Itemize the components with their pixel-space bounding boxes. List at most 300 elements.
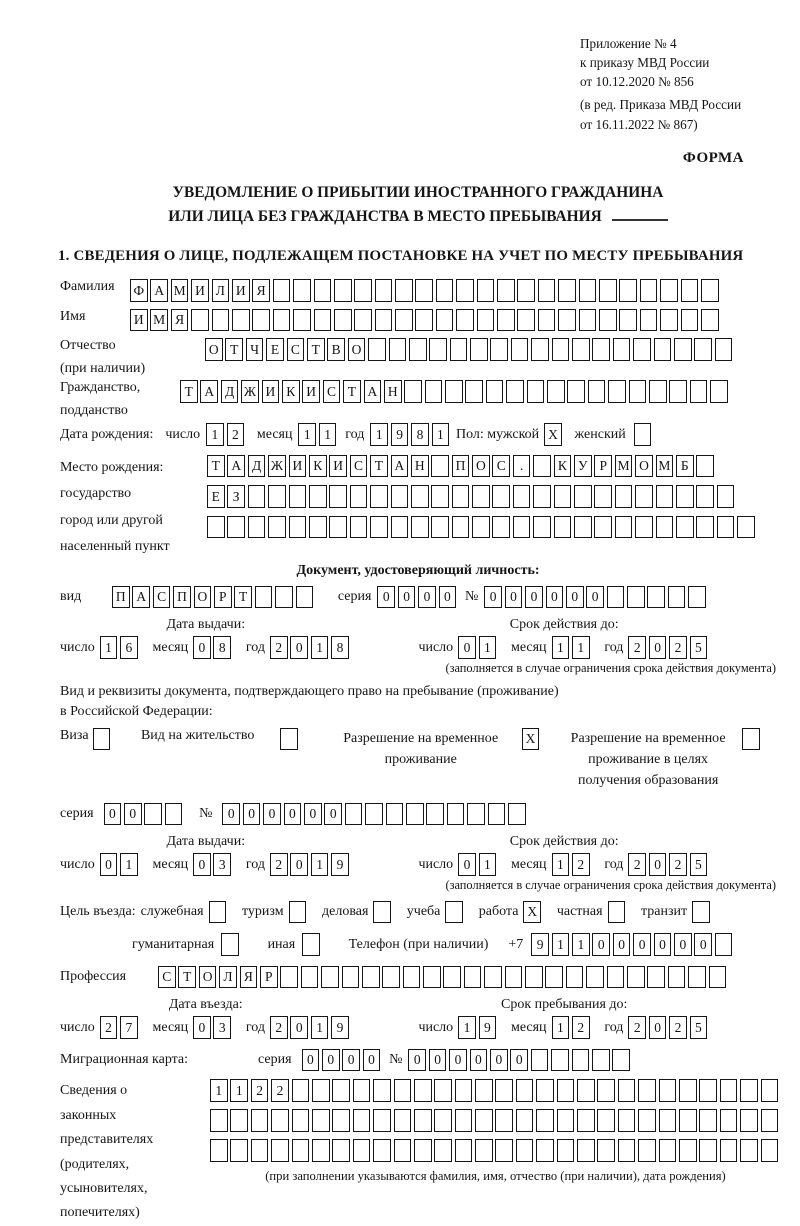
char-cell[interactable]: 0: [694, 933, 712, 956]
char-cell[interactable]: [635, 516, 653, 539]
char-cell[interactable]: [699, 1139, 717, 1162]
char-cell[interactable]: [354, 279, 372, 302]
char-cell[interactable]: 0: [302, 1049, 320, 1072]
char-cell[interactable]: [312, 1139, 330, 1162]
char-cell[interactable]: [699, 1109, 717, 1132]
char-cell[interactable]: [492, 516, 510, 539]
char-cell[interactable]: 0: [505, 586, 523, 609]
char-cell[interactable]: 2: [251, 1079, 269, 1102]
char-cell[interactable]: 2: [669, 636, 687, 659]
char-cell[interactable]: А: [364, 380, 382, 403]
char-cell[interactable]: [443, 966, 461, 989]
char-cell[interactable]: [465, 380, 483, 403]
char-cell[interactable]: [533, 455, 551, 478]
char-cell[interactable]: [271, 1139, 289, 1162]
char-cell[interactable]: Р: [594, 455, 612, 478]
char-cell[interactable]: [669, 380, 687, 403]
char-cell[interactable]: [406, 803, 424, 826]
char-cell[interactable]: [436, 279, 454, 302]
char-cell[interactable]: [414, 1109, 432, 1132]
char-cell[interactable]: Т: [180, 380, 198, 403]
char-cell[interactable]: И: [232, 279, 250, 302]
char-cell[interactable]: [633, 338, 651, 361]
char-cell[interactable]: Я: [240, 966, 258, 989]
char-cell[interactable]: [368, 338, 386, 361]
char-cell[interactable]: [679, 1109, 697, 1132]
char-cell[interactable]: [280, 728, 298, 751]
char-cell[interactable]: [426, 803, 444, 826]
char-cell[interactable]: С: [158, 966, 176, 989]
char-cell[interactable]: [607, 586, 625, 609]
char-cell[interactable]: 0: [510, 1049, 528, 1072]
char-cell[interactable]: [558, 309, 576, 332]
char-cell[interactable]: [434, 1109, 452, 1132]
char-cell[interactable]: [701, 279, 719, 302]
char-cell[interactable]: [527, 380, 545, 403]
char-cell[interactable]: М: [171, 279, 189, 302]
char-cell[interactable]: [470, 338, 488, 361]
char-cell[interactable]: [742, 728, 760, 751]
char-cell[interactable]: [492, 485, 510, 508]
char-cell[interactable]: [554, 516, 572, 539]
char-cell[interactable]: [464, 966, 482, 989]
char-cell[interactable]: 6: [120, 636, 138, 659]
char-cell[interactable]: А: [391, 455, 409, 478]
char-cell[interactable]: [740, 1109, 758, 1132]
char-cell[interactable]: 1: [479, 636, 497, 659]
char-cell[interactable]: [761, 1139, 779, 1162]
char-cell[interactable]: [574, 516, 592, 539]
char-cell[interactable]: К: [282, 380, 300, 403]
char-cell[interactable]: [302, 933, 320, 956]
char-cell[interactable]: 2: [270, 853, 288, 876]
char-cell[interactable]: 1: [319, 423, 337, 446]
char-cell[interactable]: [629, 380, 647, 403]
char-cell[interactable]: С: [350, 455, 368, 478]
char-cell[interactable]: [389, 338, 407, 361]
char-cell[interactable]: О: [194, 586, 212, 609]
char-cell[interactable]: 0: [193, 853, 211, 876]
char-cell[interactable]: [293, 279, 311, 302]
char-cell[interactable]: 1: [230, 1079, 248, 1102]
char-cell[interactable]: Д: [248, 455, 266, 478]
char-cell[interactable]: Е: [207, 485, 225, 508]
char-cell[interactable]: [497, 279, 515, 302]
char-cell[interactable]: [251, 1109, 269, 1132]
char-cell[interactable]: Р: [214, 586, 232, 609]
char-cell[interactable]: К: [309, 455, 327, 478]
char-cell[interactable]: .: [513, 455, 531, 478]
char-cell[interactable]: [558, 279, 576, 302]
char-cell[interactable]: [740, 1139, 758, 1162]
char-cell[interactable]: 2: [271, 1079, 289, 1102]
char-cell[interactable]: 0: [398, 586, 416, 609]
char-cell[interactable]: 1: [552, 636, 570, 659]
char-cell[interactable]: [414, 1079, 432, 1102]
char-cell[interactable]: [230, 1139, 248, 1162]
char-cell[interactable]: Н: [411, 455, 429, 478]
char-cell[interactable]: [268, 485, 286, 508]
char-cell[interactable]: [434, 1139, 452, 1162]
char-cell[interactable]: [640, 279, 658, 302]
char-cell[interactable]: 0: [439, 586, 457, 609]
char-cell[interactable]: 0: [458, 853, 476, 876]
char-cell[interactable]: [511, 338, 529, 361]
char-cell[interactable]: [292, 1109, 310, 1132]
char-cell[interactable]: 1: [311, 1016, 329, 1039]
char-cell[interactable]: [386, 803, 404, 826]
char-cell[interactable]: [676, 516, 694, 539]
char-cell[interactable]: [715, 338, 733, 361]
char-cell[interactable]: [230, 1109, 248, 1132]
char-cell[interactable]: [248, 485, 266, 508]
char-cell[interactable]: [513, 516, 531, 539]
char-cell[interactable]: И: [130, 309, 148, 332]
char-cell[interactable]: [619, 279, 637, 302]
char-cell[interactable]: [221, 933, 239, 956]
char-cell[interactable]: [659, 1109, 677, 1132]
char-cell[interactable]: Л: [212, 279, 230, 302]
char-cell[interactable]: [608, 901, 626, 924]
char-cell[interactable]: [490, 338, 508, 361]
char-cell[interactable]: [375, 279, 393, 302]
char-cell[interactable]: [345, 803, 363, 826]
char-cell[interactable]: 0: [525, 586, 543, 609]
char-cell[interactable]: 1: [552, 1016, 570, 1039]
char-cell[interactable]: [475, 1139, 493, 1162]
char-cell[interactable]: [634, 423, 652, 446]
char-cell[interactable]: [656, 485, 674, 508]
char-cell[interactable]: [309, 485, 327, 508]
char-cell[interactable]: [505, 966, 523, 989]
char-cell[interactable]: 0: [649, 636, 667, 659]
char-cell[interactable]: Я: [252, 279, 270, 302]
char-cell[interactable]: [638, 1079, 656, 1102]
char-cell[interactable]: [533, 485, 551, 508]
char-cell[interactable]: [455, 1079, 473, 1102]
char-cell[interactable]: [431, 516, 449, 539]
char-cell[interactable]: [280, 966, 298, 989]
char-cell[interactable]: [353, 1079, 371, 1102]
char-cell[interactable]: [296, 586, 314, 609]
char-cell[interactable]: [688, 586, 706, 609]
char-cell[interactable]: П: [173, 586, 191, 609]
char-cell[interactable]: 0: [193, 1016, 211, 1039]
char-cell[interactable]: [531, 1049, 549, 1072]
char-cell[interactable]: А: [132, 586, 150, 609]
char-cell[interactable]: [618, 1079, 636, 1102]
char-cell[interactable]: 9: [479, 1016, 497, 1039]
char-cell[interactable]: 2: [669, 853, 687, 876]
char-cell[interactable]: [394, 1139, 412, 1162]
char-cell[interactable]: [694, 338, 712, 361]
char-cell[interactable]: [761, 1109, 779, 1132]
char-cell[interactable]: [536, 1109, 554, 1132]
char-cell[interactable]: [516, 1079, 534, 1102]
char-cell[interactable]: [516, 1139, 534, 1162]
char-cell[interactable]: 0: [546, 586, 564, 609]
char-cell[interactable]: 0: [104, 803, 122, 826]
char-cell[interactable]: З: [227, 485, 245, 508]
char-cell[interactable]: А: [150, 279, 168, 302]
char-cell[interactable]: [566, 966, 584, 989]
char-cell[interactable]: 0: [418, 586, 436, 609]
char-cell[interactable]: [395, 309, 413, 332]
char-cell[interactable]: [334, 309, 352, 332]
char-cell[interactable]: [495, 1139, 513, 1162]
char-cell[interactable]: [431, 455, 449, 478]
char-cell[interactable]: [618, 1109, 636, 1132]
char-cell[interactable]: [640, 309, 658, 332]
char-cell[interactable]: С: [153, 586, 171, 609]
char-cell[interactable]: [538, 279, 556, 302]
char-cell[interactable]: Ж: [241, 380, 259, 403]
char-cell[interactable]: [289, 516, 307, 539]
char-cell[interactable]: [567, 380, 585, 403]
char-cell[interactable]: [191, 309, 209, 332]
char-cell[interactable]: 0: [263, 803, 281, 826]
char-cell[interactable]: 0: [342, 1049, 360, 1072]
char-cell[interactable]: [577, 1139, 595, 1162]
char-cell[interactable]: [429, 338, 447, 361]
char-cell[interactable]: 5: [690, 636, 708, 659]
char-cell[interactable]: А: [227, 455, 245, 478]
char-cell[interactable]: 0: [429, 1049, 447, 1072]
char-cell[interactable]: [517, 279, 535, 302]
char-cell[interactable]: [676, 485, 694, 508]
char-cell[interactable]: [592, 1049, 610, 1072]
char-cell[interactable]: 0: [100, 853, 118, 876]
char-cell[interactable]: 2: [270, 636, 288, 659]
char-cell[interactable]: Т: [307, 338, 325, 361]
char-cell[interactable]: 1: [298, 423, 316, 446]
char-cell[interactable]: [275, 586, 293, 609]
char-cell[interactable]: Ф: [130, 279, 148, 302]
char-cell[interactable]: [447, 803, 465, 826]
char-cell[interactable]: 2: [669, 1016, 687, 1039]
char-cell[interactable]: [472, 516, 490, 539]
char-cell[interactable]: [638, 1139, 656, 1162]
char-cell[interactable]: А: [200, 380, 218, 403]
char-cell[interactable]: 0: [586, 586, 604, 609]
char-cell[interactable]: [668, 586, 686, 609]
char-cell[interactable]: [717, 516, 735, 539]
char-cell[interactable]: 1: [458, 1016, 476, 1039]
char-cell[interactable]: Р: [260, 966, 278, 989]
char-cell[interactable]: [654, 338, 672, 361]
char-cell[interactable]: [342, 966, 360, 989]
char-cell[interactable]: 1: [552, 853, 570, 876]
char-cell[interactable]: [495, 1079, 513, 1102]
char-cell[interactable]: [552, 338, 570, 361]
char-cell[interactable]: [574, 485, 592, 508]
char-cell[interactable]: [557, 1109, 575, 1132]
char-cell[interactable]: [506, 380, 524, 403]
char-cell[interactable]: Ж: [268, 455, 286, 478]
char-cell[interactable]: [391, 485, 409, 508]
char-cell[interactable]: [452, 485, 470, 508]
char-cell[interactable]: [592, 338, 610, 361]
char-cell[interactable]: 0: [304, 803, 322, 826]
char-cell[interactable]: 0: [613, 933, 631, 956]
char-cell[interactable]: [635, 485, 653, 508]
char-cell[interactable]: [450, 338, 468, 361]
char-cell[interactable]: [679, 1079, 697, 1102]
char-cell[interactable]: [612, 1049, 630, 1072]
char-cell[interactable]: 0: [193, 636, 211, 659]
char-cell[interactable]: М: [615, 455, 633, 478]
char-cell[interactable]: 1: [120, 853, 138, 876]
char-cell[interactable]: X: [523, 901, 541, 924]
char-cell[interactable]: [409, 338, 427, 361]
char-cell[interactable]: [536, 1079, 554, 1102]
char-cell[interactable]: [394, 1079, 412, 1102]
char-cell[interactable]: У: [574, 455, 592, 478]
char-cell[interactable]: [350, 485, 368, 508]
char-cell[interactable]: [557, 1079, 575, 1102]
char-cell[interactable]: [615, 485, 633, 508]
char-cell[interactable]: [497, 309, 515, 332]
char-cell[interactable]: О: [472, 455, 490, 478]
char-cell[interactable]: 1: [552, 933, 570, 956]
char-cell[interactable]: [329, 516, 347, 539]
char-cell[interactable]: [720, 1109, 738, 1132]
char-cell[interactable]: 2: [628, 853, 646, 876]
char-cell[interactable]: 8: [411, 423, 429, 446]
char-cell[interactable]: Б: [676, 455, 694, 478]
char-cell[interactable]: 0: [674, 933, 692, 956]
char-cell[interactable]: [538, 309, 556, 332]
char-cell[interactable]: [165, 803, 183, 826]
char-cell[interactable]: [354, 309, 372, 332]
char-cell[interactable]: [517, 309, 535, 332]
char-cell[interactable]: 0: [290, 636, 308, 659]
char-cell[interactable]: [373, 901, 391, 924]
char-cell[interactable]: [516, 1109, 534, 1132]
char-cell[interactable]: [660, 279, 678, 302]
char-cell[interactable]: [659, 1139, 677, 1162]
char-cell[interactable]: 1: [206, 423, 224, 446]
char-cell[interactable]: [572, 1049, 590, 1072]
char-cell[interactable]: [607, 966, 625, 989]
char-cell[interactable]: X: [522, 728, 540, 751]
char-cell[interactable]: [554, 485, 572, 508]
char-cell[interactable]: М: [656, 455, 674, 478]
char-cell[interactable]: 0: [284, 803, 302, 826]
char-cell[interactable]: [293, 309, 311, 332]
char-cell[interactable]: [227, 516, 245, 539]
char-cell[interactable]: 0: [458, 636, 476, 659]
char-cell[interactable]: И: [289, 455, 307, 478]
char-cell[interactable]: 0: [290, 853, 308, 876]
char-cell[interactable]: Т: [225, 338, 243, 361]
char-cell[interactable]: [737, 516, 755, 539]
char-cell[interactable]: [445, 380, 463, 403]
char-cell[interactable]: 9: [331, 1016, 349, 1039]
char-cell[interactable]: [647, 586, 665, 609]
char-cell[interactable]: 1: [572, 933, 590, 956]
char-cell[interactable]: [414, 1139, 432, 1162]
char-cell[interactable]: [557, 1139, 575, 1162]
char-cell[interactable]: 0: [449, 1049, 467, 1072]
char-cell[interactable]: [425, 380, 443, 403]
char-cell[interactable]: 1: [370, 423, 388, 446]
char-cell[interactable]: [696, 516, 714, 539]
char-cell[interactable]: [455, 1139, 473, 1162]
char-cell[interactable]: [696, 455, 714, 478]
char-cell[interactable]: 0: [649, 1016, 667, 1039]
char-cell[interactable]: 5: [690, 1016, 708, 1039]
char-cell[interactable]: [382, 966, 400, 989]
char-cell[interactable]: [681, 279, 699, 302]
char-cell[interactable]: Т: [343, 380, 361, 403]
char-cell[interactable]: [394, 1109, 412, 1132]
char-cell[interactable]: 0: [377, 586, 395, 609]
char-cell[interactable]: [251, 1139, 269, 1162]
char-cell[interactable]: [93, 728, 111, 751]
char-cell[interactable]: 0: [484, 586, 502, 609]
char-cell[interactable]: [488, 803, 506, 826]
char-cell[interactable]: [659, 1079, 677, 1102]
char-cell[interactable]: [547, 380, 565, 403]
char-cell[interactable]: [404, 380, 422, 403]
char-cell[interactable]: [370, 516, 388, 539]
char-cell[interactable]: [681, 309, 699, 332]
char-cell[interactable]: 0: [592, 933, 610, 956]
char-cell[interactable]: [321, 966, 339, 989]
char-cell[interactable]: 0: [470, 1049, 488, 1072]
char-cell[interactable]: [586, 966, 604, 989]
char-cell[interactable]: [638, 1109, 656, 1132]
char-cell[interactable]: [594, 516, 612, 539]
char-cell[interactable]: [608, 380, 626, 403]
char-cell[interactable]: [551, 1049, 569, 1072]
char-cell[interactable]: 0: [408, 1049, 426, 1072]
char-cell[interactable]: И: [329, 455, 347, 478]
char-cell[interactable]: [436, 309, 454, 332]
char-cell[interactable]: О: [199, 966, 217, 989]
char-cell[interactable]: 0: [566, 586, 584, 609]
char-cell[interactable]: 0: [222, 803, 240, 826]
char-cell[interactable]: [717, 485, 735, 508]
char-cell[interactable]: [472, 485, 490, 508]
char-cell[interactable]: [314, 309, 332, 332]
char-cell[interactable]: [690, 380, 708, 403]
char-cell[interactable]: [533, 516, 551, 539]
char-cell[interactable]: 1: [311, 853, 329, 876]
char-cell[interactable]: [391, 516, 409, 539]
char-cell[interactable]: [477, 279, 495, 302]
char-cell[interactable]: [255, 586, 273, 609]
char-cell[interactable]: 0: [490, 1049, 508, 1072]
char-cell[interactable]: [312, 1109, 330, 1132]
char-cell[interactable]: [210, 1139, 228, 1162]
char-cell[interactable]: 5: [690, 853, 708, 876]
char-cell[interactable]: 0: [322, 1049, 340, 1072]
char-cell[interactable]: [312, 1079, 330, 1102]
char-cell[interactable]: [588, 380, 606, 403]
char-cell[interactable]: 7: [120, 1016, 138, 1039]
char-cell[interactable]: 2: [270, 1016, 288, 1039]
char-cell[interactable]: [475, 1109, 493, 1132]
char-cell[interactable]: [475, 1079, 493, 1102]
char-cell[interactable]: [599, 279, 617, 302]
char-cell[interactable]: [477, 309, 495, 332]
char-cell[interactable]: [210, 1109, 228, 1132]
char-cell[interactable]: 9: [331, 853, 349, 876]
char-cell[interactable]: [618, 1139, 636, 1162]
char-cell[interactable]: [619, 309, 637, 332]
